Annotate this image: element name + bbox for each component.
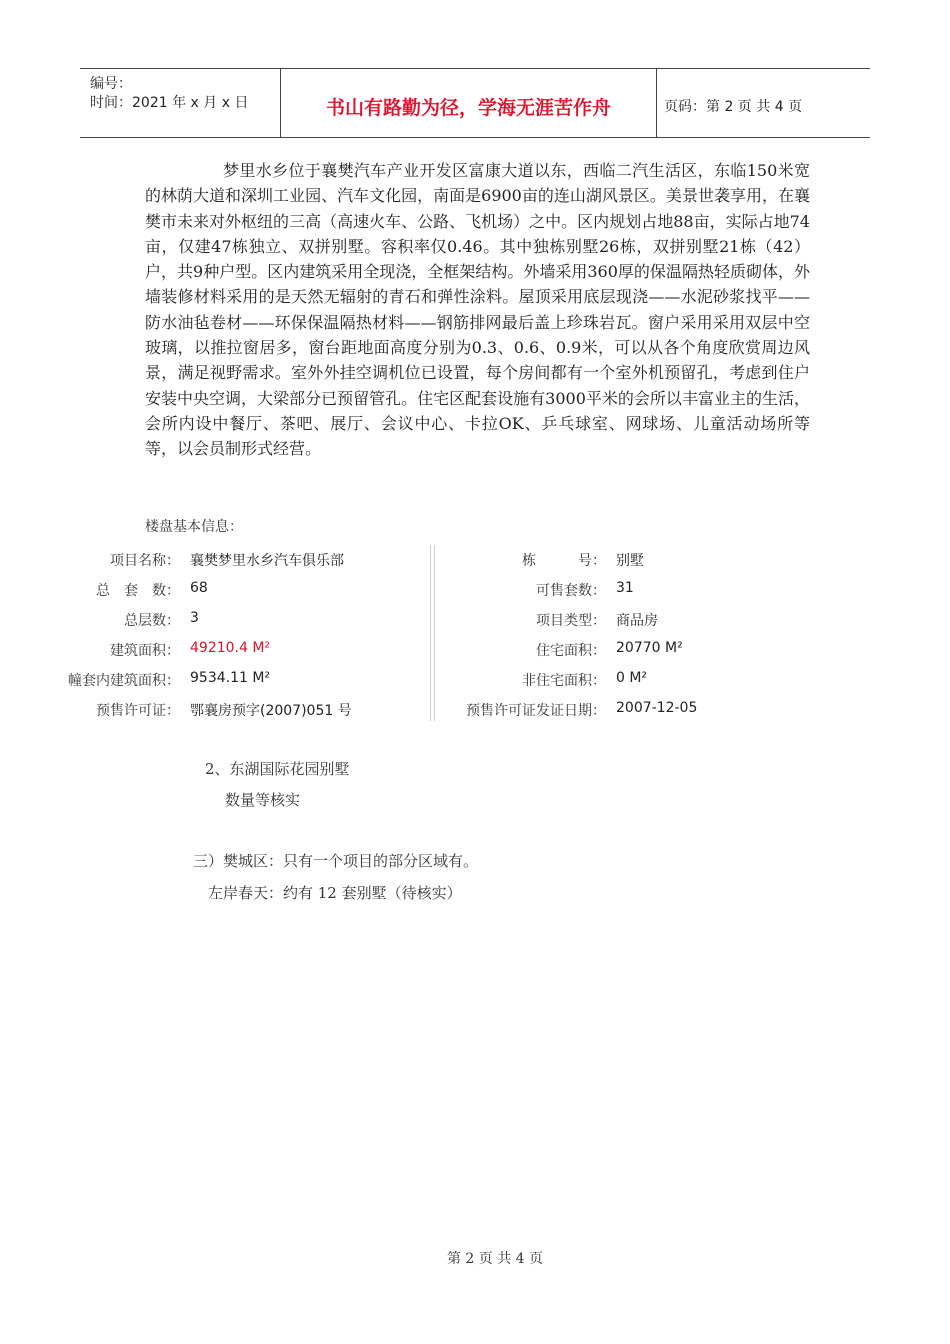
info-label: 可售套数： — [536, 583, 606, 599]
info-value: 0 M² — [616, 670, 648, 686]
page-number-label: 页码：第 2 页 共 4 页 — [664, 99, 803, 115]
section-heading: 2、东湖国际花园别墅 — [205, 760, 350, 778]
info-section-title: 楼盘基本信息： — [145, 519, 243, 535]
header-meta-cell — [80, 69, 281, 137]
info-label: 总层数： — [124, 613, 180, 629]
info-label: 项目类型： — [536, 613, 606, 629]
time-label: 时间：2021 年 x 月 x 日 — [90, 95, 249, 111]
info-value-highlight: 49210.4 M² — [190, 640, 271, 656]
info-value: 商品房 — [616, 613, 658, 629]
section-note: 左岸春天：约有 12 套别墅（待核实） — [208, 884, 462, 902]
info-label: 预售许可证： — [96, 703, 180, 719]
info-label: 幢套内建筑面积： — [68, 673, 180, 689]
header-motto-cell — [281, 69, 657, 137]
serial-number-label: 编号： — [90, 76, 132, 92]
info-label: 项目名称： — [110, 553, 180, 569]
info-label: 预售许可证发证日期： — [466, 703, 606, 719]
info-value: 鄂襄房预字(2007)051 号 — [190, 703, 352, 719]
info-value: 9534.11 M² — [190, 670, 271, 686]
page-footer: 第 2 页 共 4 页 — [446, 1251, 544, 1267]
info-label: 建筑面积： — [110, 643, 180, 659]
info-value: 襄樊梦里水乡汽车俱乐部 — [190, 553, 344, 569]
info-label: 非住宅面积： — [522, 673, 606, 689]
column-divider — [430, 545, 435, 721]
info-value: 20770 M² — [616, 640, 683, 656]
info-value: 31 — [616, 580, 634, 596]
info-label: 总 套 数： — [96, 583, 180, 599]
info-value: 别墅 — [616, 553, 644, 569]
info-value: 2007-12-05 — [616, 700, 698, 716]
section-note: 数量等核实 — [225, 791, 301, 809]
section-heading: 三）樊城区：只有一个项目的部分区域有。 — [193, 852, 479, 870]
motto-text: 书山有路勤为径，学海无涯苦作舟 — [325, 97, 611, 119]
info-label: 住宅面积： — [536, 643, 606, 659]
document-header — [80, 68, 870, 138]
info-label: 栋 号： — [522, 553, 606, 569]
project-description: 梦里水乡位于襄樊汽车产业开发区富康大道以东，西临二汽生活区，东临150米宽的林荫大道和深圳工业园、汽车文化园，南面是6900亩的连山湖风景区。美景世袭享用，在襄樊市未来对外枢纽的三高（高速火车、公路、飞机场）之中。区内规划占地88亩，实际占地74亩，仅建47栋独立、双拼别墅。容积率仅0.46。其中独栋别墅26栋，双拼别墅21栋（42）户，共9种户型。区内建筑采用全现浇，全框架结构。外墙采用360厚的保温隔热轻质砌体，外墙装修材料采用的是天然无辐射的青石和弹性涂料。屋顶采用底层现浇——水泥砂浆找平——防水油毡卷材——环保保温隔热材料——钢筋排网最后盖上珍珠岩瓦。窗户采用采用双层中空玻璃，以推拉窗居多，窗台距地面高度分别为0.3、0.6、0.9米，可以从各个角度欣赏周边风景，满足视野需求。室外外挂空调机位已设置，每个房间都有一个室外机预留孔，考虑到住户安装中央空调，大梁部分已预留管孔。住宅区配套设施有3000平米的会所以丰富业主的生活，会所内设中餐厅、茶吧、展厅、会议中心、卡拉OK、乒乓球室、网球场、儿童活动场所等等，以会员制形式经营。 — [145, 161, 810, 459]
info-value: 68 — [190, 580, 208, 596]
info-value: 3 — [190, 610, 199, 626]
